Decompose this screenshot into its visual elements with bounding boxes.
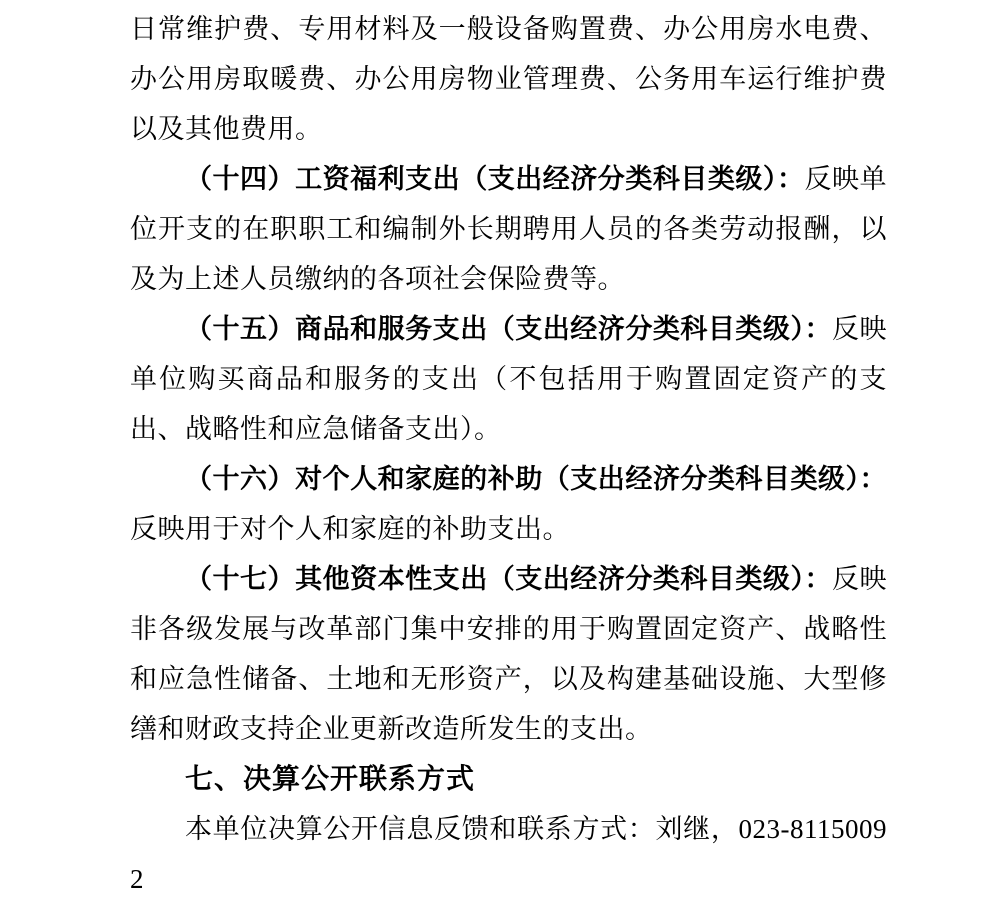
paragraph: [130, 804, 887, 904]
text-segment: 反映单位开支的在职职工和编制外长期聘用人员的各类劳动报酬，以及为上述人员缴纳的各项社会保险费等。: [130, 164, 888, 294]
section-heading: [130, 754, 887, 804]
paragraph-lead-in: （十七）其他资本性支出（支出经济分类科目类级）：: [185, 564, 832, 594]
document-content: [130, 4, 887, 904]
paragraph: [130, 4, 887, 154]
text-segment: 反映用于对个人和家庭的补助支出。: [130, 514, 570, 544]
paragraph-lead-in: （十四）工资福利支出（支出经济分类科目类级）：: [185, 164, 805, 194]
paragraph-lead-in: （十五）商品和服务支出（支出经济分类科目类级）：: [185, 314, 832, 344]
text-segment: 反映单位购买商品和服务的支出（不包括用于购置固定资产的支出、战略性和应急储备支出）。: [130, 314, 888, 444]
text-segment: 本单位决算公开信息反馈和联系方式：刘继，023-81150092: [130, 814, 887, 894]
paragraph: [130, 154, 887, 304]
paragraph-lead-in: 七、决算公开联系方式: [185, 763, 476, 794]
paragraph: [130, 304, 887, 454]
paragraph-lead-in: （十六）对个人和家庭的补助（支出经济分类科目类级）：: [185, 464, 887, 494]
paragraph: [130, 554, 887, 754]
text-segment: 反映非各级发展与改革部门集中安排的用于购置固定资产、战略性和应急性储备、土地和无形资产，以及构建基础设施、大型修缮和财政支持企业更新改造所发生的支出。: [130, 564, 888, 744]
text-segment: 日常维护费、专用材料及一般设备购置费、办公用房水电费、办公用房取暖费、办公用房物业管理费、公务用车运行维护费以及其他费用。: [130, 14, 887, 144]
paragraph: [130, 454, 887, 554]
